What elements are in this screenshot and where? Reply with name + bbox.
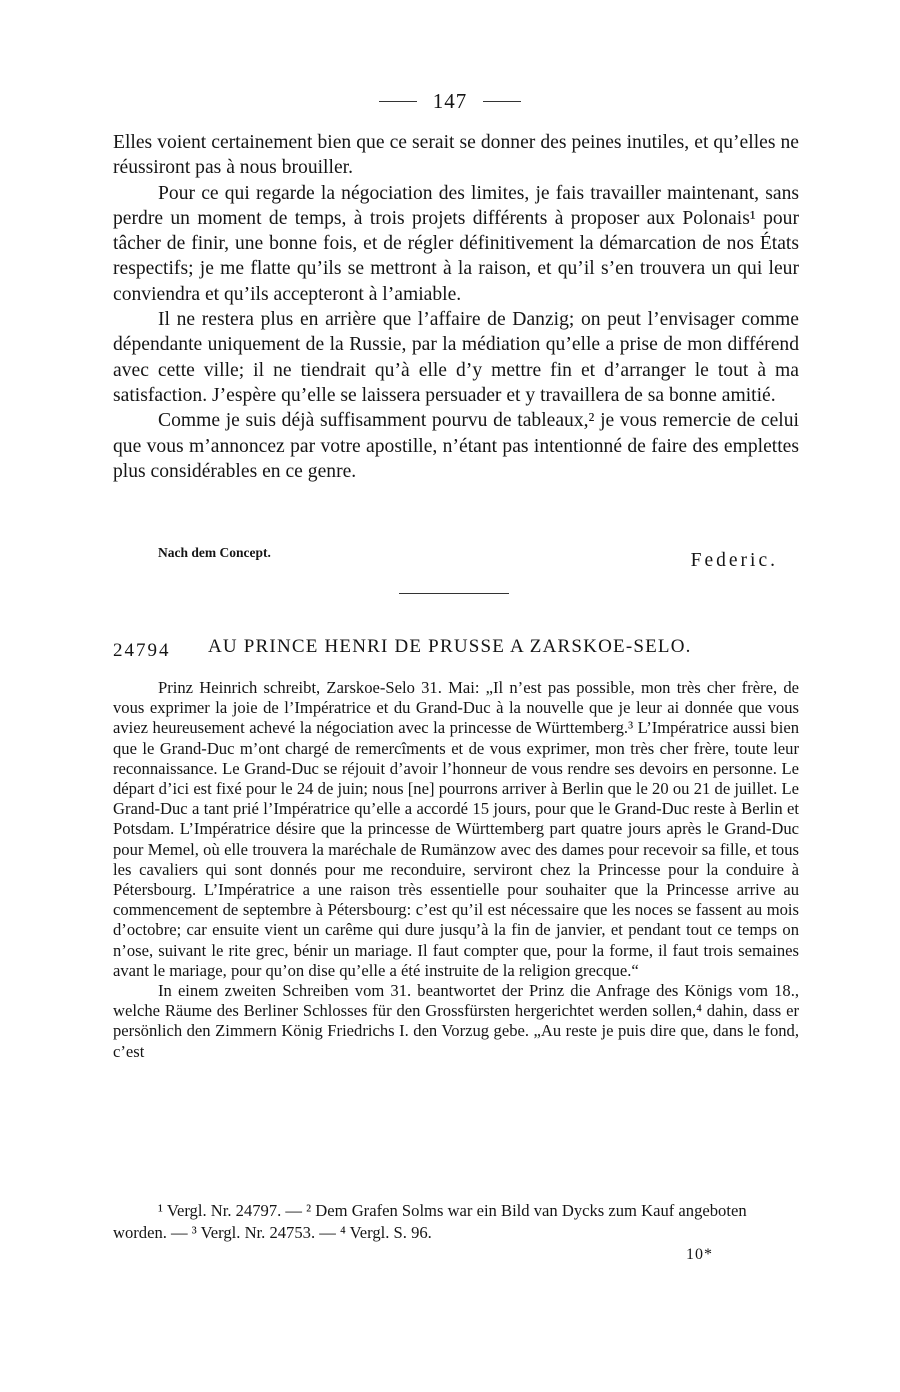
source-note: Nach dem Concept. xyxy=(158,545,271,560)
letter-paragraph: Il ne restera plus en arrière que l’affaire de Danzig; on peut l’envisager comme dépendante uniquement de la Russie, par la médiation qu’elle a prise de mon différend avec cette ville; il ne tiendrait qu’à elle d’y mettre fin et d’arranger le tout à ma satisfaction. J’espère qu’elle se laissera persuader et y travaillera de sa bonne amitié. xyxy=(113,309,799,406)
signature-mark: 10* xyxy=(686,1246,713,1263)
document-number: 24794 xyxy=(113,640,171,661)
header-dash-left xyxy=(379,101,417,102)
footnotes xyxy=(113,1200,799,1244)
section-divider xyxy=(399,593,509,594)
letter-body xyxy=(113,130,799,484)
commentary-paragraph: Prinz Heinrich schreibt, Zarskoe-Selo 31. Mai: „Il n’est pas possible, mon très cher frère, de vous exprimer la joie de l’Impératrice et du Grand-Duc à la nouvelle que je leur ai donnée que vous aviez heureusement achevé la négociation avec la princesse de Württemberg.³ L’Impératrice aussi bien que le Grand-Duc m’ont chargé de remercîments et de vous exprimer, mon très cher frère, toute leur reconnaissance. Le Grand-Duc se réjouit d’avoir l’honneur de vous rendre ses devoirs en personne. Le départ d’ici est fixé pour le 24 de juin; nous [ne] pourrons arriver à Berlin que le 20 ou 21 de juillet. Le Grand-Duc a tant prié l’Impératrice qu’elle a accordé 15 jours, pour que le Grand-Duc reste à Berlin et Potsdam. L’Impératrice désire que la princesse de Württemberg part quatre jours après le Grand-Duc pour Memel, où elle trouvera la maréchale de Rumänzow avec des dames pour recevoir sa fille, et tous les cavaliers qui sont donnés pour me reconduire, serviront chez la Princesse pour la conduire à Pétersbourg. L’Impératrice a une raison très essentielle pour souhaiter que la Princesse arrive au commencement de septembre à Pétersbourg: c’est qu’il est nécessaire que les noces se fassent au mois d’octobre; car ensuite vient un carême qui dure jusqu’à la fin de janvier, et pendant tout ce temps on n’ose, suivant le rite grec, bénir un mariage. Il faut compter que, pour la forme, il faut trois semaines avant le mariage, pour qu’on dise qu’elle a été instruite de la religion grecque.“ xyxy=(113,678,799,980)
commentary-paragraph: In einem zweiten Schreiben vom 31. beantwortet der Prinz die Anfrage des Königs vom 18., welche Räume des Berliner Schlosses für den Grossfürsten hergerichtet werden sollen,⁴ dahin, dass er persönlich den Zimmern König Friedrichs I. den Vorzug gebe. „Au reste je puis dire que, dans le fond, c’est xyxy=(113,981,799,1061)
page-header xyxy=(0,86,900,116)
document-heading xyxy=(113,636,799,666)
signature: Federic. xyxy=(690,550,778,571)
closing-row xyxy=(158,545,778,575)
page-number: 147 xyxy=(432,88,468,113)
document-title: AU PRINCE HENRI DE PRUSSE A ZARSKOE-SELO. xyxy=(208,636,692,657)
commentary-body xyxy=(113,678,799,1062)
letter-paragraph: Comme je suis déjà suffisamment pourvu de tableaux,² je vous remercie de celui que vous m’annoncez par votre apostille, n’étant pas intentionné de faire des emplettes plus considérables en ce genre. xyxy=(113,410,799,482)
letter-paragraph: Pour ce qui regarde la négociation des limites, je fais travailler maintenant, sans perdre un moment de temps, à trois projets différents à proposer aux Polonais¹ pour tâcher de finir, une bonne fois, et de régler définitivement la démarcation de nos États respectifs; je me flatte qu’ils se mettront à la raison, et qu’il s’en trouvera un qui leur conviendra et qu’ils accepteront à l’amiable. xyxy=(113,182,799,305)
footnote-text: ¹ Vergl. Nr. 24797. — ² Dem Grafen Solms war ein Bild van Dycks zum Kauf angeboten worden. — ³ Vergl. Nr. 24753. — ⁴ Vergl. S. 96. xyxy=(113,1201,747,1242)
letter-paragraph: Elles voient certainement bien que ce serait se donner des peines inutiles, et qu’elles ne réussiront pas à nous brouiller. xyxy=(113,132,799,179)
header-dash-right xyxy=(483,101,521,102)
